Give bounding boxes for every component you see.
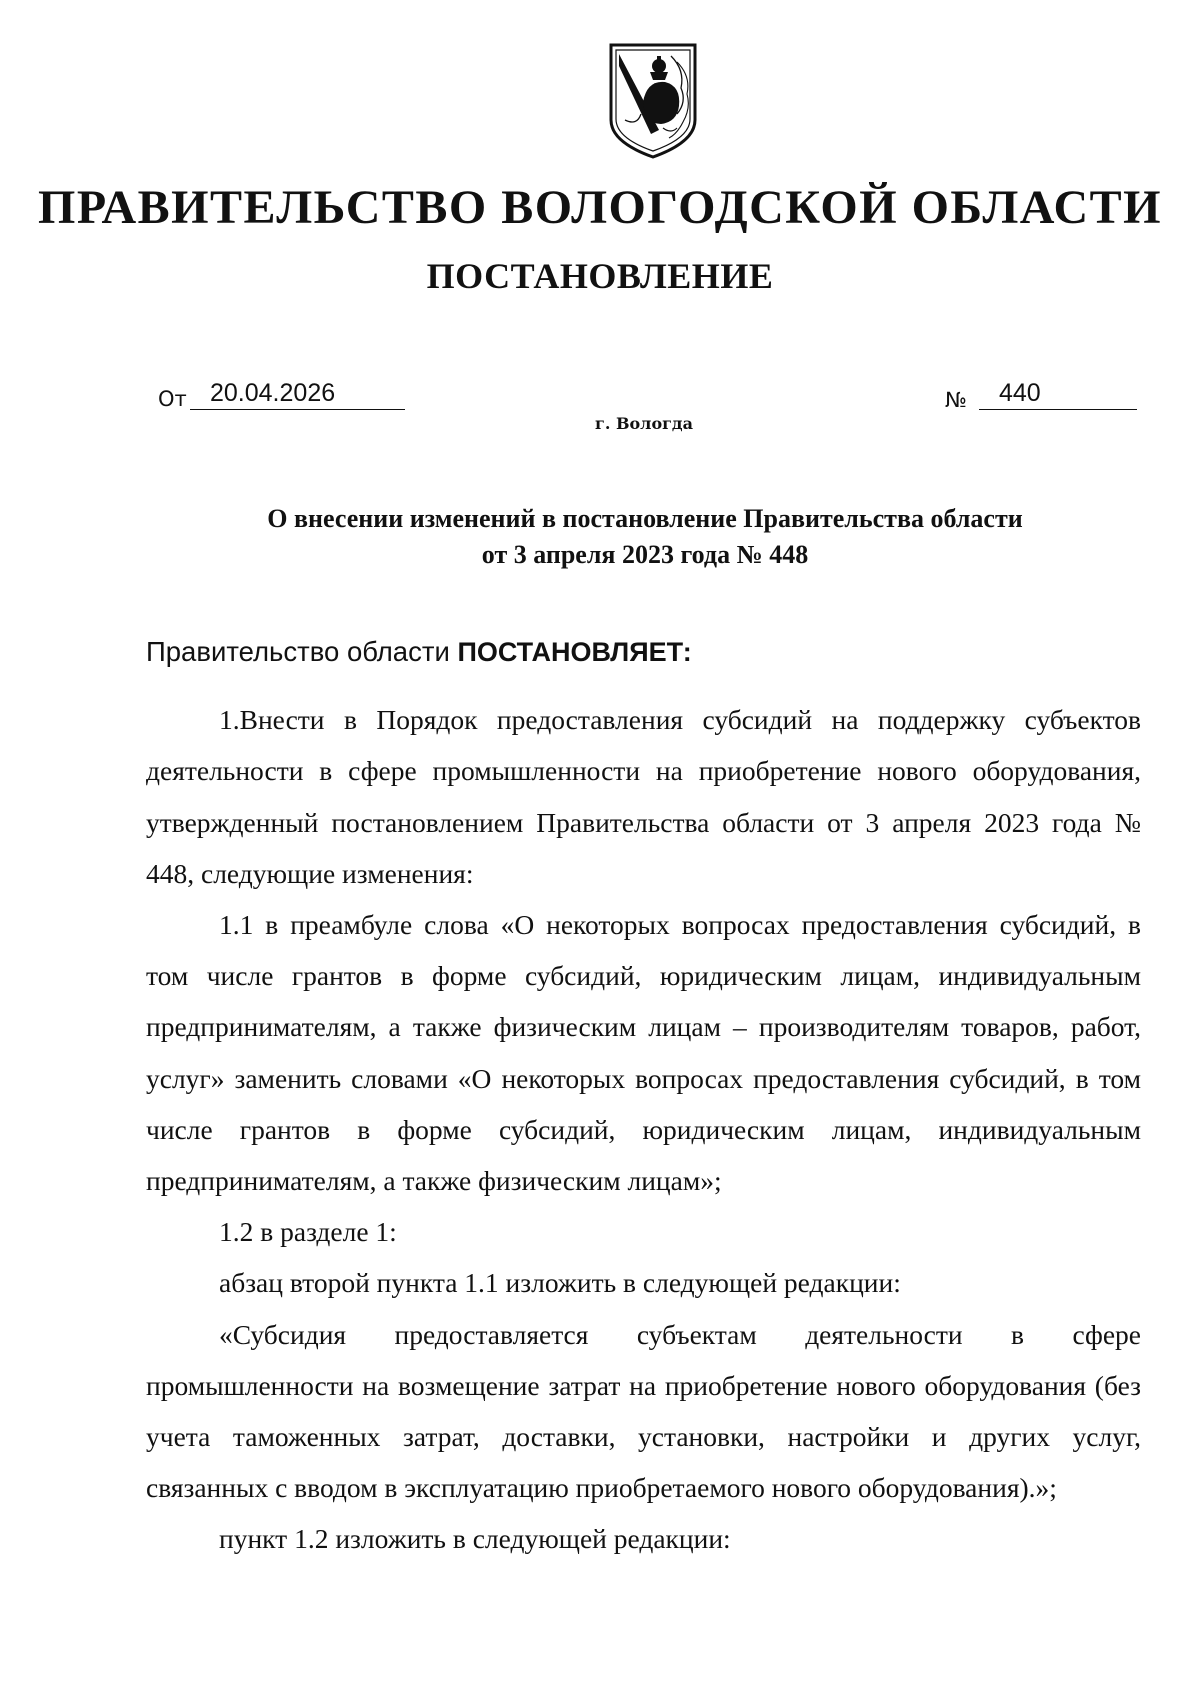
body-paragraph: 1.Внести в Порядок предоставления субсидий на поддержку субъектов деятельности в сфере промышленности на приобретение нового оборудования, утвержденный постановлением Правительства области от 3 апреля 2023 года № 448, следующие изменения: [146, 704, 1141, 889]
number-prefix: № [945, 388, 967, 412]
resolution-lead [146, 626, 1141, 678]
coat-of-arms-emblem [607, 42, 699, 160]
date-prefix: От [158, 387, 187, 411]
body-paragraph: 1.1 в преамбуле слова «О некоторых вопросах предоставления субсидий, в том числе грантов в форме субсидий, юридическим лицам, индивидуальным предпринимателям, а также физическим лицам – производителям товаров, работ, услуг» заменить словами «О некоторых вопросах предоставления субсидий, в том числе грантов в форме субсидий, юридическим лицам, индивидуальным предпринимателям, а также физическим лицам»; [146, 909, 1141, 1197]
document-date: 20.04.2026 [190, 380, 405, 410]
document-date-block [158, 380, 408, 412]
document-number-block [945, 380, 1145, 412]
body-paragraph: абзац второй пункта 1.1 изложить в следующей редакции: [219, 1267, 901, 1299]
body-paragraph: 1.2 в разделе 1: [219, 1216, 397, 1248]
resolution-lead-text: Правительство области [146, 636, 458, 667]
organization-title: ПРАВИТЕЛЬСТВО ВОЛОГОДСКОЙ ОБЛАСТИ [37, 181, 1162, 234]
document-number: 440 [979, 380, 1137, 410]
resolves-keyword: ПОСТАНОВЛЯЕТ: [457, 637, 692, 667]
document-body [146, 626, 1141, 1565]
document-type-title: ПОСТАНОВЛЕНИЕ [426, 256, 774, 296]
body-paragraph: «Субсидия предоставляется субъектам деятельности в сфере промышленности на возмещение затрат на приобретение нового оборудования (без учета таможенных затрат, доставки, установки, настройки и других услуг, связанных с вводом в эксплуатацию приобретаемого нового оборудования).»; [146, 1318, 1141, 1504]
body-paragraph: пункт 1.2 изложить в следующей редакции: [219, 1523, 731, 1555]
subject-line-1: О внесении изменений в постановление Правительства области [267, 504, 1023, 533]
city-label: г. Вологда [595, 414, 693, 433]
document-subject [0, 501, 1200, 573]
subject-line-2: от 3 апреля 2023 года № 448 [481, 540, 809, 569]
